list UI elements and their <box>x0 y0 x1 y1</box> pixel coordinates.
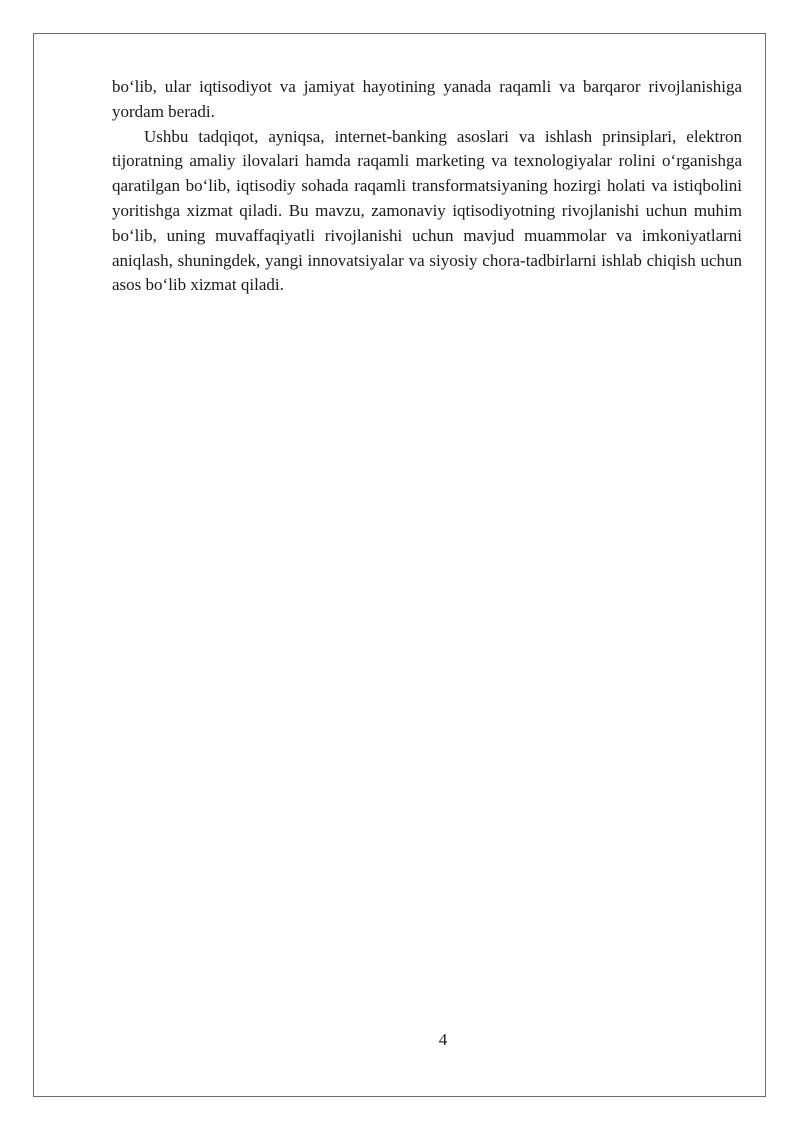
paragraph-continuation: bo‘lib, ular iqtisodiyot va jamiyat hayotining yanada raqamli va barqaror rivojlanishiga yordam beradi. <box>112 77 742 121</box>
paragraph-research-description: Ushbu tadqiqot, ayniqsa, internet-banking asoslari va ishlash prinsiplari, elektron tijoratning amaliy ilovalari hamda raqamli marketing va texnologiyalar rolini o‘rganishga qaratilgan bo‘lib, iqtisodiy sohada raqamli transformatsiyaning hozirgi holati va istiqbolini yoritishga xizmat qiladi. Bu mavzu, zamonaviy iqtisodiyotning rivojlanishi uchun muhim bo‘lib, uning muvaffaqiyatli rivojlanishi uchun mavjud muammolar va imkoniyatlarni aniqlash, shuningdek, yangi innovatsiyalar va siyosiy chora-tadbirlarni ishlab chiqish uchun asos bo‘lib xizmat qiladi. <box>112 126 742 295</box>
page-number: 4 <box>438 1030 448 1049</box>
document-body <box>112 75 742 298</box>
